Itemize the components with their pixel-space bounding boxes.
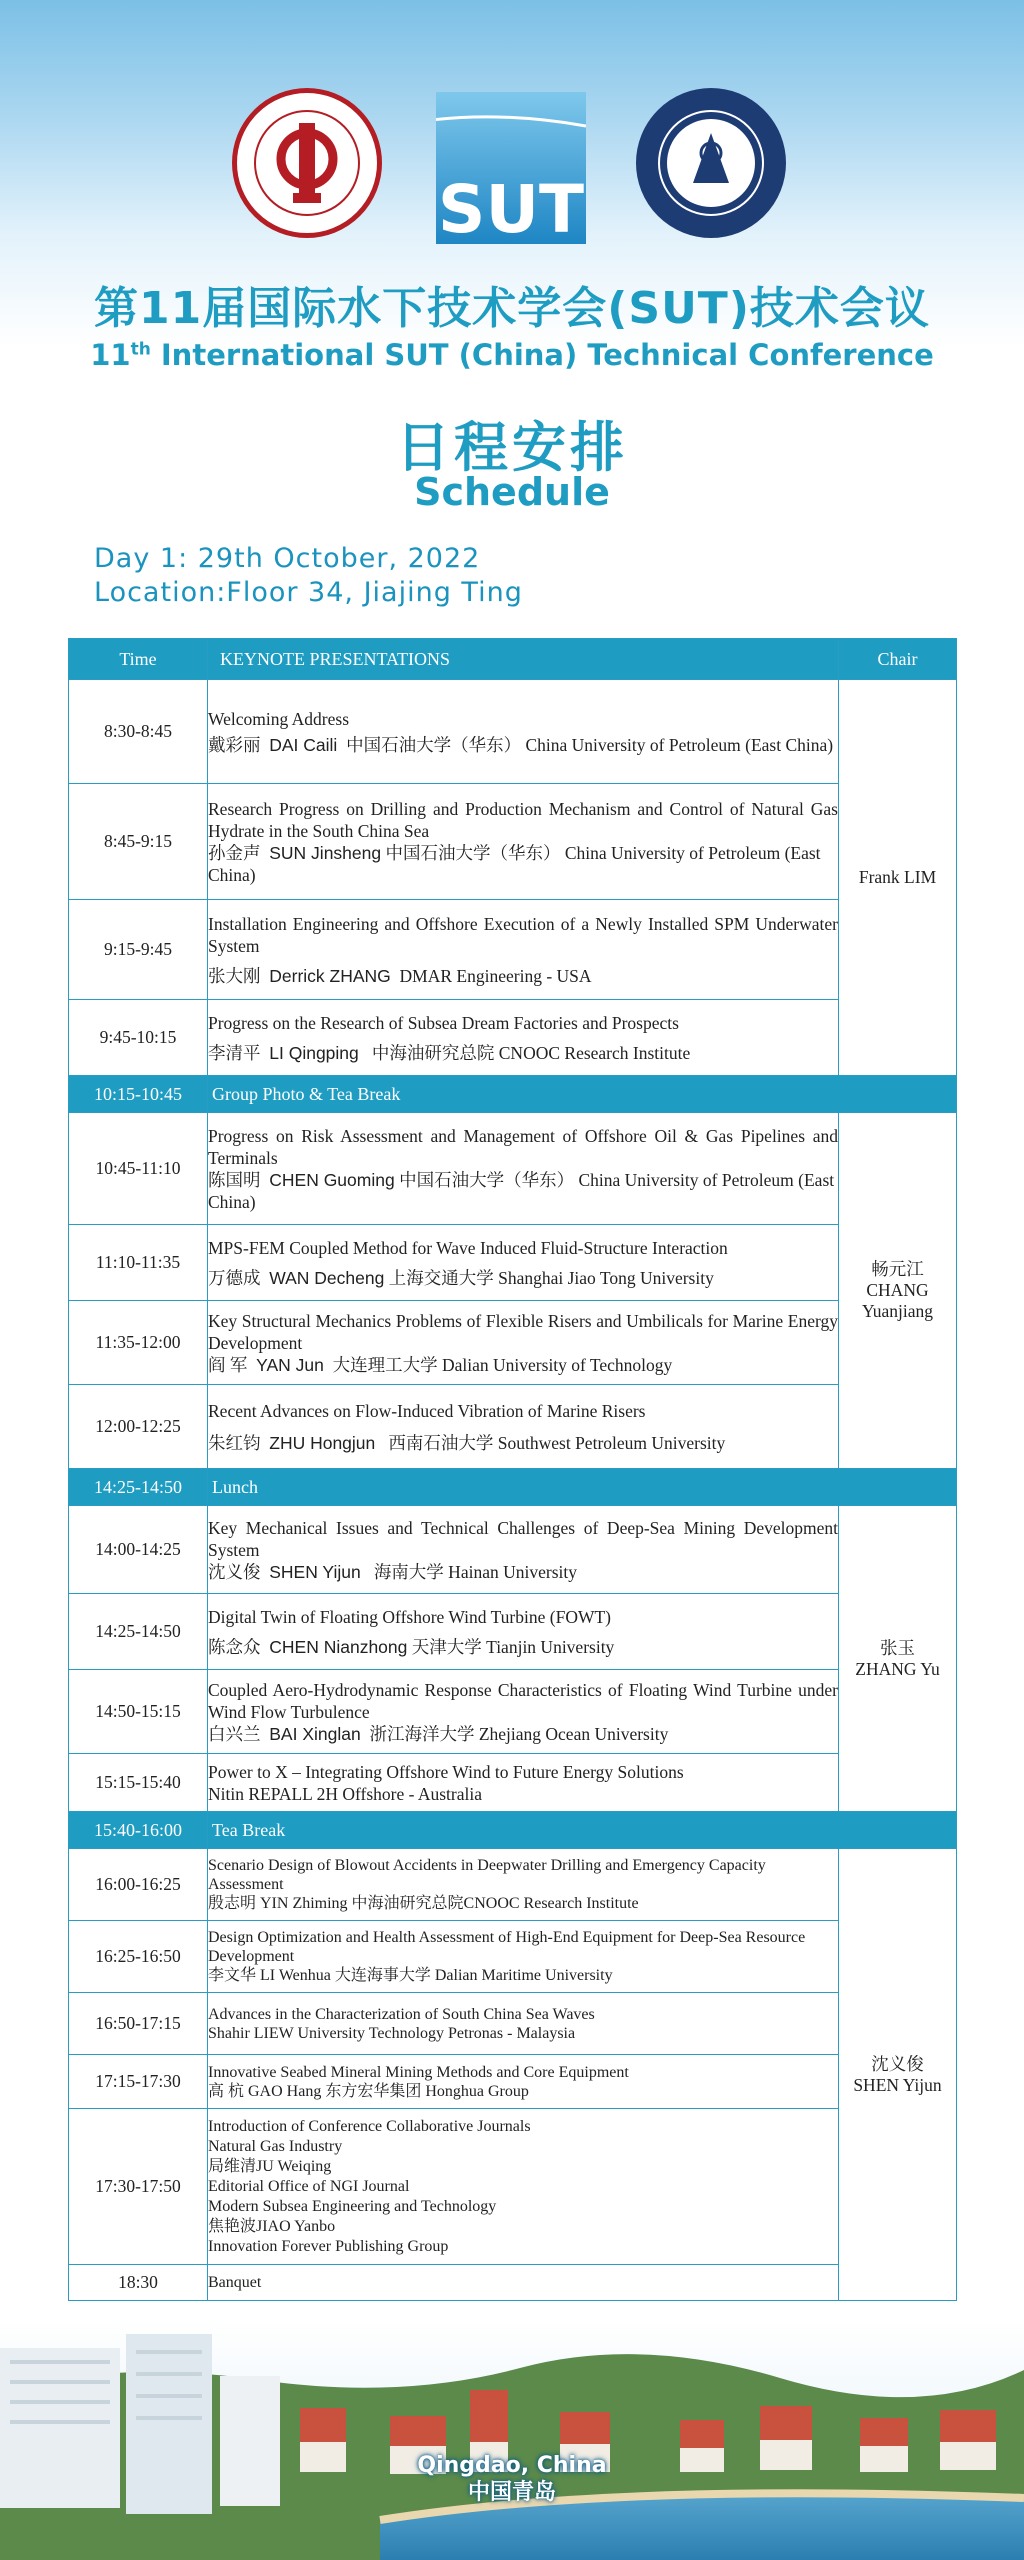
speaker-cn: 朱红钧 <box>208 1432 261 1453</box>
table-row <box>69 680 957 784</box>
table-row <box>69 2265 957 2301</box>
talk-title: Recent Advances on Flow-Induced Vibration of Marine Risers <box>208 1400 646 1421</box>
speaker-name: CHEN Nianzhong <box>269 1636 408 1657</box>
row-time: 14:25-14:50 <box>69 1594 208 1670</box>
schedule-table <box>68 638 957 2301</box>
talk-title: Coupled Aero-Hydrodynamic Response Characteristics of Floating Wind Turbine under Wind Flow Turbulence <box>208 1679 838 1722</box>
row-time: 15:15-15:40 <box>69 1754 208 1812</box>
speaker-name: Derrick ZHANG <box>269 965 391 986</box>
table-row <box>69 1670 957 1754</box>
talk-title: Digital Twin of Floating Offshore Wind Turbine (FOWT) <box>208 1606 611 1627</box>
speaker-affil: 中海油研究总院 CNOOC Research Institute <box>371 1042 691 1063</box>
talk-speaker: Shahir LIEW University Technology Petronas - Malaysia <box>208 2024 576 2042</box>
speaker-affil: DMAR Engineering - USA <box>399 965 592 986</box>
break-time: 15:40-16:00 <box>69 1812 208 1849</box>
talk-speaker: Nitin REPALL 2H Offshore - Australia <box>208 1783 482 1804</box>
chair-cell <box>839 680 957 1076</box>
speaker-cn: 万德成 <box>208 1267 261 1288</box>
break-time: 10:15-10:45 <box>69 1076 208 1113</box>
journal-line: 局维清JU Weiqing <box>208 2157 332 2175</box>
speaker-name: SHEN Yijun <box>269 1561 361 1582</box>
chair-cell <box>839 1506 957 1812</box>
header-chair: Chair <box>839 639 957 680</box>
speaker-affil: 中国石油大学（华东） China University of Petroleum (East China) <box>208 1169 835 1212</box>
speaker-affil: 浙江海洋大学 Zhejiang Ocean University <box>369 1723 669 1744</box>
table-row <box>69 1921 957 1993</box>
schedule-title-english: Schedule <box>414 470 610 514</box>
talk-title: Progress on the Research of Subsea Dream Factories and Prospects <box>208 1012 679 1033</box>
title-ordinal: 11 <box>90 338 131 372</box>
sut-logo <box>436 92 586 244</box>
talk-title: MPS-FEM Coupled Method for Wave Induced Fluid-Structure Interaction <box>208 1237 728 1258</box>
break-row <box>69 1076 957 1113</box>
table-row <box>69 2055 957 2109</box>
journal-line: Introduction of Conference Collaborative Journals <box>208 2117 531 2135</box>
table-row <box>69 1993 957 2055</box>
speaker-affil: 西南石油大学 Southwest Petroleum University <box>388 1432 726 1453</box>
row-time: 11:35-12:00 <box>69 1301 208 1385</box>
break-label: Tea Break <box>208 1812 957 1849</box>
row-time: 12:00-12:25 <box>69 1385 208 1469</box>
talk-title: Welcoming Address <box>208 708 349 729</box>
row-time: 8:30-8:45 <box>69 680 208 784</box>
day-date: Day 1: 29th October, 2022 <box>94 543 481 574</box>
table-row <box>69 1385 957 1469</box>
day-info <box>94 542 523 610</box>
speaker-name: YAN Jun <box>256 1354 324 1375</box>
break-label: Lunch <box>208 1469 957 1506</box>
chair-name-2: Yuanjiang <box>862 1301 933 1321</box>
chair-name: Frank LIM <box>858 867 937 887</box>
title-english-text: International SUT (China) Technical Conference <box>150 338 934 372</box>
journal-line: Modern Subsea Engineering and Technology <box>208 2197 497 2215</box>
journal-line: 焦艳波JIAO Yanbo <box>208 2217 336 2235</box>
speaker-affil: 中国石油大学（华东） China University of Petroleum (East China) <box>208 842 821 885</box>
title-english <box>0 338 1024 372</box>
chair-name-cn: 畅元江 <box>871 1259 924 1279</box>
speaker-name: ZHU Hongjun <box>269 1432 376 1453</box>
row-time: 10:45-11:10 <box>69 1113 208 1225</box>
qingdao-city-illustration <box>0 2320 1024 2560</box>
chair-name-cn: 张玉 <box>880 1637 915 1658</box>
speaker-affil: 天津大学 Tianjin University <box>411 1636 615 1657</box>
speaker-name: BAI Xinglan <box>269 1723 361 1744</box>
table-row <box>69 1225 957 1301</box>
row-time: 9:45-10:15 <box>69 1000 208 1076</box>
break-row <box>69 1469 957 1506</box>
table-row <box>69 900 957 1000</box>
chair-name-cn: 沈义俊 <box>871 2053 924 2074</box>
header-time: Time <box>69 639 208 680</box>
talk-title: Research Progress on Drilling and Production Mechanism and Control of Natural Gas Hydrate in the South China Sea <box>208 798 838 841</box>
row-time: 14:00-14:25 <box>69 1506 208 1594</box>
table-row <box>69 1000 957 1076</box>
day-location: Location:Floor 34, Jiajing Ting <box>94 577 523 608</box>
speaker-cn: 陈念众 <box>208 1636 261 1657</box>
journal-line: Natural Gas Industry <box>208 2137 343 2155</box>
row-time: 16:50-17:15 <box>69 1993 208 2055</box>
table-header <box>69 639 957 680</box>
talk-title: Installation Engineering and Offshore Execution of a Newly Installed SPM Underwater System <box>208 913 838 956</box>
journal-line: Editorial Office of NGI Journal <box>208 2177 410 2195</box>
table-row <box>69 1301 957 1385</box>
speaker-name: CHEN Guoming <box>269 1169 395 1190</box>
upc-east-china-seal <box>232 88 382 238</box>
row-time: 17:15-17:30 <box>69 2055 208 2109</box>
sut-logo-text: SUT <box>437 171 585 244</box>
speaker-name: WAN Decheng <box>269 1267 385 1288</box>
talk-title: Key Structural Mechanics Problems of Flexible Risers and Umbilicals for Marine Energy Development <box>208 1310 838 1353</box>
logo-bar <box>0 88 1024 253</box>
city-chinese: 中国青岛 <box>467 2480 556 2505</box>
title-chinese: 第11届国际水下技术学会(SUT)技术会议 <box>94 283 930 334</box>
header-keynote: KEYNOTE PRESENTATIONS <box>208 639 839 680</box>
table-row <box>69 1594 957 1670</box>
talk-speaker: 高 杭 GAO Hang 东方宏华集团 Honghua Group <box>208 2082 529 2100</box>
chair-name: SHEN Yijun <box>853 2074 942 2095</box>
speaker-name: SUN Jinsheng <box>269 842 382 863</box>
row-time: 16:00-16:25 <box>69 1849 208 1921</box>
speaker-cn: 沈义俊 <box>208 1561 261 1582</box>
row-time: 14:50-15:15 <box>69 1670 208 1754</box>
chair-name: CHANG <box>866 1280 929 1300</box>
table-row <box>69 2109 957 2265</box>
row-time: 17:30-17:50 <box>69 2109 208 2265</box>
speaker-name: LI Qingping <box>269 1042 359 1063</box>
speaker-cn: 陈国明 <box>208 1169 261 1190</box>
speaker-cn: 张大刚 <box>208 965 261 986</box>
speaker-affil: 海南大学 Hainan University <box>373 1561 577 1582</box>
speaker-affil: 大连理工大学 Dalian University of Technology <box>332 1354 673 1375</box>
table-row <box>69 784 957 900</box>
table-row <box>69 1754 957 1812</box>
talk-title: Progress on Risk Assessment and Management of Offshore Oil & Gas Pipelines and Terminals <box>208 1125 838 1168</box>
row-time: 9:15-9:45 <box>69 900 208 1000</box>
talk-title: Power to X – Integrating Offshore Wind to Future Energy Solutions <box>208 1761 684 1782</box>
talk-title: Advances in the Characterization of South China Sea Waves <box>208 2005 595 2023</box>
break-row <box>69 1812 957 1849</box>
speaker-cn: 孙金声 <box>208 842 261 863</box>
table-row <box>69 1849 957 1921</box>
city-label <box>0 2452 1024 2506</box>
row-time: 8:45-9:15 <box>69 784 208 900</box>
speaker-cn: 白兴兰 <box>208 1723 261 1744</box>
talk-title: Design Optimization and Health Assessment of High-End Equipment for Deep-Sea Resource Development <box>208 1929 806 1965</box>
chair-cell <box>839 1113 957 1469</box>
title-ordinal-suffix: th <box>130 339 151 360</box>
talk-title: Scenario Design of Blowout Accidents in Deepwater Drilling and Emergency Capacity Assessment <box>208 1857 766 1893</box>
table-row <box>69 1506 957 1594</box>
talk-title: Banquet <box>208 2274 262 2291</box>
row-time: 11:10-11:35 <box>69 1225 208 1301</box>
speaker-cn: 阎 军 <box>208 1354 248 1375</box>
speaker-cn: 戴彩丽 <box>208 734 261 755</box>
talk-speaker: 殷志明 YIN Zhiming 中海油研究总院CNOOC Research Institute <box>208 1895 639 1912</box>
city-english: Qingdao, China <box>417 2453 607 2478</box>
table-row <box>69 1113 957 1225</box>
upc-seal <box>636 88 786 238</box>
talk-title: Innovative Seabed Mineral Mining Methods and Core Equipment <box>208 2063 629 2081</box>
schedule-title-chinese: 日程安排 <box>396 416 628 479</box>
speaker-cn: 李清平 <box>208 1042 261 1063</box>
talk-title: Key Mechanical Issues and Technical Challenges of Deep-Sea Mining Development System <box>208 1517 838 1560</box>
speaker-name: DAI Caili <box>269 734 338 755</box>
chair-cell <box>839 1849 957 2301</box>
row-time: 18:30 <box>69 2265 208 2301</box>
journal-line: Innovation Forever Publishing Group <box>208 2237 449 2255</box>
row-time: 16:25-16:50 <box>69 1921 208 1993</box>
break-time: 14:25-14:50 <box>69 1469 208 1506</box>
speaker-affil: 上海交通大学 Shanghai Jiao Tong University <box>388 1267 714 1288</box>
break-label: Group Photo & Tea Break <box>208 1076 957 1113</box>
chair-name: ZHANG Yu <box>855 1658 940 1679</box>
talk-speaker: 李文华 LI Wenhua 大连海事大学 Dalian Maritime University <box>208 1967 613 1984</box>
speaker-affil: 中国石油大学（华东） China University of Petroleum (East China) <box>346 734 834 755</box>
